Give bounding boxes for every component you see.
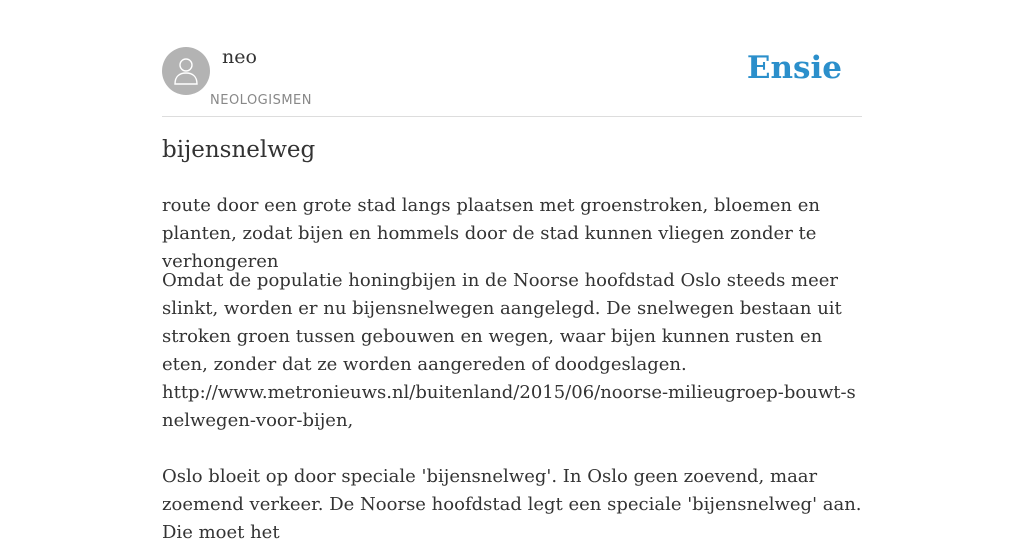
avatar[interactable]: [162, 47, 210, 95]
example-paragraph: Omdat de populatie honingbijen in de Noorse hoofdstad Oslo steeds meer slinkt, worden er nu bijensnelwegen aangelegd. De snelwegen bestaan uit stroken groen tussen gebouwen en wegen, waar bijen kunnen rusten en eten, zonder dat ze worden aangereden of doodgeslagen.: [162, 270, 842, 375]
page-container: [162, 0, 862, 543]
entry-definition: route door een grote stad langs plaatsen met groenstroken, bloemen en planten, zodat bijen en hommels door de stad kunnen vliegen zonder te verhongeren: [162, 195, 820, 272]
entry-term-title: bijensnelweg: [162, 137, 316, 163]
category-label[interactable]: NEOLOGISMEN: [210, 93, 312, 108]
example-paragraph: Oslo bloeit op door speciale 'bijensnelweg'. In Oslo geen zoevend, maar zoemend verkeer. De Noorse hoofdstad legt een speciale 'bijensnelweg' aan. Die moet het: [162, 466, 862, 543]
paragraph-spacer: [162, 435, 862, 463]
author-username-link[interactable]: neo: [222, 46, 257, 68]
example-source-url: http://www.metronieuws.nl/buitenland/2015/06/noorse-milieugroep-bouwt-snelwegen-voor-bijen,: [162, 382, 856, 431]
entry-header: [162, 0, 862, 117]
user-silhouette-icon: [174, 57, 198, 85]
entry-example: [162, 267, 862, 547]
brand-logo-link[interactable]: Ensie: [746, 50, 842, 86]
